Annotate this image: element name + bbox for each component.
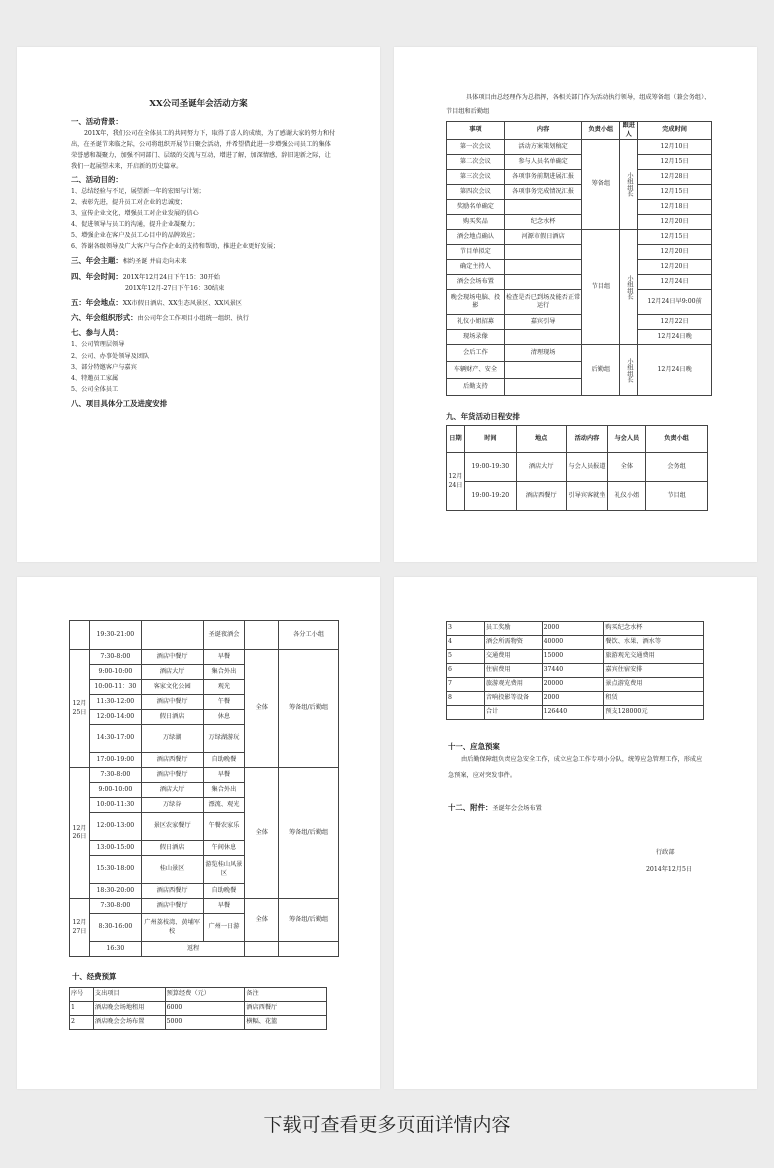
itinerary-activity: 早餐 <box>203 899 245 914</box>
task-content <box>504 362 582 379</box>
task-content <box>504 379 582 396</box>
itinerary-people <box>245 621 279 650</box>
itinerary-place: 桂山景区 <box>141 856 203 884</box>
budget-item: 酒店晚会场地租用 <box>93 1002 165 1016</box>
itinerary-group: 筹备组/后勤组 <box>279 768 339 899</box>
itinerary-activity: 观光 <box>203 680 245 695</box>
task-item: 后勤支持 <box>447 379 505 396</box>
section-2-item: 3、宣传企业文化，增强员工对企业发展的信心 <box>71 209 199 217</box>
budget-no <box>447 706 485 720</box>
budget-item: 酒店晚会会场布置 <box>93 1016 165 1030</box>
table-header: 事项 <box>447 122 505 140</box>
budget-no: 8 <box>447 692 485 706</box>
section-7-item: 1、公司管理层领导 <box>71 341 125 349</box>
section-8-heading: 八、项目具体分工及进度安排 <box>71 398 168 408</box>
itinerary-place: 酒店西餐厅 <box>141 884 203 899</box>
task-item: 节目单拟定 <box>447 245 505 260</box>
budget-note: 租赁 <box>604 692 704 706</box>
budget-no: 1 <box>70 1002 94 1016</box>
itinerary-activity: 集合外出 <box>203 665 245 680</box>
itinerary-table <box>69 620 339 957</box>
itinerary-activity: 早餐 <box>203 768 245 783</box>
section-2-item: 5、增强企业在客户及员工心目中的品牌效应； <box>71 232 199 240</box>
budget-amount: 126440 <box>542 706 604 720</box>
itinerary-time: 7:30-8:00 <box>89 768 141 783</box>
section-1-body: 201X年，我们公司在全体员工的共同努力下，取得了喜人的成绩，为了感谢大家的努力和付出，在圣诞节来临之际，公司将组织开展节日聚会活动，并希望借此进一步增强公司员工的集体荣誉感和凝聚力，加强不同部门、层级的交流与互动，增进了解，加深情感，辞旧迎新之际，让我们一起展望未来，开启新的历史篇章。 <box>71 130 336 171</box>
itinerary-people: 全体 <box>245 650 279 768</box>
itinerary-place: 假日酒店 <box>141 710 203 725</box>
signature-date: 2014年12月5日 <box>646 866 693 873</box>
section-7-item: 3、部分特邀客户与嘉宾 <box>71 363 137 371</box>
budget-no: 4 <box>447 636 485 650</box>
budget-note: 酒店西餐厅 <box>245 1002 327 1016</box>
group-name: 后勤组 <box>582 345 620 396</box>
budget-item: 交通费用 <box>484 650 542 664</box>
task-content <box>504 330 582 345</box>
budget-amount: 40000 <box>542 636 604 650</box>
task-deadline: 12月24日 <box>638 275 712 290</box>
event-schedule-table <box>446 425 708 511</box>
budget-note: 景点游览费用 <box>604 678 704 692</box>
section-7-heading: 七、参与人员： <box>71 328 123 338</box>
itinerary-time: 7:30-8:00 <box>89 899 141 914</box>
task-deadline: 12月24日晚 <box>638 330 712 345</box>
itinerary-date: 12月27日 <box>70 899 90 957</box>
section-5-heading: 五：年会地点： <box>71 297 123 307</box>
group-lead: 小组组长 <box>620 140 638 230</box>
itinerary-activity: 漂流、观光 <box>203 798 245 813</box>
itinerary-activity: 游览桂山风景区 <box>203 856 245 884</box>
task-deadline: 12月22日 <box>638 315 712 330</box>
task-deadline: 12月20日 <box>638 215 712 230</box>
itinerary-place <box>141 621 203 650</box>
table-header: 支出项目 <box>93 988 165 1002</box>
schedule-group: 会务组 <box>646 453 708 482</box>
itinerary-time: 12:00-13:00 <box>89 813 141 841</box>
section-4-heading: 四、年会时间： <box>71 271 123 281</box>
task-deadline: 12月28日 <box>638 170 712 185</box>
itinerary-time: 7:30-8:00 <box>89 650 141 665</box>
itinerary-place: 酒店中餐厅 <box>141 650 203 665</box>
page2-intro: 具体项目由总经理作为总指挥，各相关部门作为活动执行领导，组成筹备组（兼会务组）、节目组和后勤组 <box>446 94 711 115</box>
task-content <box>504 245 582 260</box>
itinerary-time: 9:00-10:00 <box>89 665 141 680</box>
section-6-text: 由公司年会工作项目小组统一组织、执行 <box>137 315 249 323</box>
budget-item: 合计 <box>484 706 542 720</box>
budget-note: 购买纪念水杯 <box>604 622 704 636</box>
task-content: 纪念水杯 <box>504 215 582 230</box>
section-11-body: 由后勤保障组负责应急安全工作，成立应急工作专项小分队，统筹应急管理工作，形成应急预案，应对突发事件。 <box>448 756 703 779</box>
document-page-1 <box>17 47 380 562</box>
section-12-heading: 十二、附件： <box>448 803 493 812</box>
task-deadline: 12月20日 <box>638 260 712 275</box>
section-2-heading: 二、活动目的： <box>71 174 123 184</box>
schedule-date: 12月24日 <box>447 453 465 511</box>
group-name: 筹备组 <box>582 140 620 230</box>
task-item: 奖励名单确定 <box>447 200 505 215</box>
itinerary-place: 酒店大厅 <box>141 783 203 798</box>
schedule-place: 酒店大厅 <box>516 453 566 482</box>
task-content: 活动方案策划稿定 <box>504 140 582 155</box>
itinerary-activity: 返程 <box>141 942 245 957</box>
itinerary-activity: 圣诞夜酒会 <box>203 621 245 650</box>
section-12-text: 圣诞年会会场布置 <box>492 805 542 812</box>
task-content: 嘉宾引导 <box>504 315 582 330</box>
task-deadline: 12月24日晚 <box>638 345 712 396</box>
table-header: 序号 <box>70 988 94 1002</box>
task-deadline: 12月15日 <box>638 230 712 245</box>
budget-item: 住宿费用 <box>484 664 542 678</box>
download-caption: 下载可查看更多页面详情内容 <box>263 1114 511 1136</box>
itinerary-time: 16:30 <box>89 942 141 957</box>
section-7-item: 5、公司全体员工 <box>71 385 119 393</box>
itinerary-place: 酒店中餐厅 <box>141 695 203 710</box>
itinerary-place: 酒店西餐厅 <box>141 753 203 768</box>
section-1-heading: 一、活动背景： <box>71 117 123 126</box>
section-2-item: 4、促进领导与员工的沟通，提升企业凝聚力； <box>71 221 199 229</box>
budget-note: 嘉宾住宿安排 <box>604 664 704 678</box>
section-4-line-1: 201X年12月24日下午15：30开始 <box>122 273 220 281</box>
task-deadline: 12月15日 <box>638 185 712 200</box>
itinerary-place: 万绿谷 <box>141 798 203 813</box>
budget-item: 旅游观光费用 <box>484 678 542 692</box>
task-content: 各项事务前期进展汇报 <box>504 170 582 185</box>
itinerary-people: 全体 <box>245 768 279 899</box>
task-item: 第一次会议 <box>447 140 505 155</box>
task-content <box>504 260 582 275</box>
task-deadline: 12月24日早9:00前 <box>638 290 712 315</box>
budget-amount: 15000 <box>542 650 604 664</box>
itinerary-place: 酒店大厅 <box>141 665 203 680</box>
table-header: 日期 <box>447 426 465 453</box>
budget-amount: 6000 <box>165 1002 245 1016</box>
table-header: 预算经费（元） <box>165 988 245 1002</box>
section-10-heading: 十、经费预算 <box>72 972 117 981</box>
table-header: 备注 <box>245 988 327 1002</box>
group-name: 节目组 <box>582 230 620 345</box>
signature-org: 行政部 <box>656 849 675 856</box>
budget-amount: 20000 <box>542 678 604 692</box>
budget-note: 横幅、花篮 <box>245 1016 327 1030</box>
task-item: 酒会地点确认 <box>447 230 505 245</box>
table-header: 跟进人 <box>620 122 638 140</box>
itinerary-date: 12月26日 <box>70 768 90 899</box>
itinerary-date: 12月25日 <box>70 650 90 768</box>
schedule-time: 19:00-19:30 <box>464 453 516 482</box>
table-header: 活动内容 <box>566 426 608 453</box>
task-content: 各项事务完成情况汇报 <box>504 185 582 200</box>
budget-item: 音响投影等设备 <box>484 692 542 706</box>
document-page-2 <box>394 47 757 562</box>
itinerary-time: 19:30-21:00 <box>89 621 141 650</box>
itinerary-time: 10:00-11:30 <box>89 798 141 813</box>
itinerary-time: 14:30-17:00 <box>89 725 141 753</box>
task-item: 现场录像 <box>447 330 505 345</box>
section-7-item: 4、特邀员工家属 <box>71 374 119 382</box>
task-item: 晚会现场电脑、投影 <box>447 290 505 315</box>
task-content: 参与人员名单确定 <box>504 155 582 170</box>
task-item: 第二次会议 <box>447 155 505 170</box>
schedule-activity: 引导宾客就坐 <box>566 482 608 511</box>
itinerary-activity: 休息 <box>203 710 245 725</box>
task-item: 礼仪小姐招募 <box>447 315 505 330</box>
budget-no: 7 <box>447 678 485 692</box>
itinerary-time: 12:00-14:00 <box>89 710 141 725</box>
group-lead: 小组组长 <box>620 230 638 345</box>
budget-item: 员工奖励 <box>484 622 542 636</box>
task-deadline: 12月20日 <box>638 245 712 260</box>
itinerary-place: 广州荔枝湾、黄埔军校 <box>141 914 203 942</box>
itinerary-activity: 午餐 <box>203 695 245 710</box>
itinerary-group: 各分工小组 <box>279 621 339 650</box>
itinerary-activity: 万绿湖游玩 <box>203 725 245 753</box>
section-11-heading: 十一、应急预案 <box>448 742 500 751</box>
task-deadline: 12月18日 <box>638 200 712 215</box>
itinerary-place: 假日酒店 <box>141 841 203 856</box>
itinerary-activity: 早餐 <box>203 650 245 665</box>
empty-cell <box>245 942 279 957</box>
section-2-item: 6、答谢各级领导及广大客户与合作企业的支持和帮助，推进企业更好发展； <box>71 243 280 251</box>
table-header: 时间 <box>464 426 516 453</box>
section-3-text: 相约圣诞 并肩走向未来 <box>122 258 187 266</box>
document-page-3 <box>17 577 380 1089</box>
budget-amount: 2000 <box>542 692 604 706</box>
budget-note: 旅游观光交通费用 <box>604 650 704 664</box>
schedule-activity: 与会人员报道 <box>566 453 608 482</box>
itinerary-time: 13:00-15:00 <box>89 841 141 856</box>
task-item: 第三次会议 <box>447 170 505 185</box>
itinerary-activity: 午餐农家乐 <box>203 813 245 841</box>
budget-table <box>69 987 327 1030</box>
table-header: 与会人员 <box>608 426 646 453</box>
itinerary-activity: 自助晚餐 <box>203 753 245 768</box>
table-header: 负责小组 <box>646 426 708 453</box>
schedule-group: 节目组 <box>646 482 708 511</box>
table-header: 内容 <box>504 122 582 140</box>
task-deadline: 12月10日 <box>638 140 712 155</box>
document-page-4 <box>394 577 757 1089</box>
task-schedule-table <box>446 121 712 396</box>
task-content: 检查是否已到场及能否正常运行 <box>504 290 582 315</box>
section-6-heading: 六、年会组织形式： <box>71 313 138 323</box>
section-2-item: 1、总结经验与不足，展望新一年的宏图与计划； <box>71 187 205 195</box>
itinerary-place: 景区农家餐厅 <box>141 813 203 841</box>
page1-content <box>71 111 337 410</box>
itinerary-group: 筹备组/后勤组 <box>279 650 339 768</box>
itinerary-time: 15:30-18:00 <box>89 856 141 884</box>
section-7-item: 2、公司、办事处领导及团队 <box>71 352 150 360</box>
empty-cell <box>279 942 339 957</box>
itinerary-time: 17:00-19:00 <box>89 753 141 768</box>
budget-note: 餐饮、水果、酒水等 <box>604 636 704 650</box>
table-header: 完成时间 <box>638 122 712 140</box>
table-header: 负责小组 <box>582 122 620 140</box>
itinerary-place: 客家文化公园 <box>141 680 203 695</box>
task-item: 购买奖品 <box>447 215 505 230</box>
task-deadline: 12月15日 <box>638 155 712 170</box>
budget-no: 2 <box>70 1016 94 1030</box>
budget-item: 酒会所需物资 <box>484 636 542 650</box>
schedule-place: 酒店西餐厅 <box>516 482 566 511</box>
task-item: 会后工作 <box>447 345 505 362</box>
itinerary-time: 10:00-11：30 <box>89 680 141 695</box>
itinerary-place: 酒店中餐厅 <box>141 899 203 914</box>
task-content: 河源市假日酒店 <box>504 230 582 245</box>
budget-no: 5 <box>447 650 485 664</box>
itinerary-activity: 自助晚餐 <box>203 884 245 899</box>
section-4-line-2: 201X年12月-27日下午16：30结束 <box>125 284 225 292</box>
task-content <box>504 275 582 290</box>
itinerary-time: 18:30-20:00 <box>89 884 141 899</box>
task-item: 确定主持人 <box>447 260 505 275</box>
itinerary-activity: 集合外出 <box>203 783 245 798</box>
task-item: 第四次会议 <box>447 185 505 200</box>
budget-amount: 5000 <box>165 1016 245 1030</box>
table-header: 地点 <box>516 426 566 453</box>
itinerary-place: 万绿湖 <box>141 725 203 753</box>
group-lead: 小组组长 <box>620 345 638 396</box>
schedule-time: 19:00-19:20 <box>464 482 516 511</box>
itinerary-place: 酒店中餐厅 <box>141 768 203 783</box>
task-item: 酒会会场布置 <box>447 275 505 290</box>
schedule-people: 全体 <box>608 453 646 482</box>
budget-amount: 2000 <box>542 622 604 636</box>
itinerary-activity: 广州一日游 <box>203 914 245 942</box>
section-3-heading: 三、年会主题： <box>71 256 123 266</box>
section-5-text: XX市假日酒店、XX生态风景区、XX风景区 <box>122 299 242 307</box>
itinerary-people: 全体 <box>245 899 279 942</box>
section-2-item: 2、表彰先进，提升员工对企业的忠诚度； <box>71 198 187 206</box>
document-title: XX公司圣诞年会活动方案 <box>149 99 248 109</box>
budget-no: 3 <box>447 622 485 636</box>
budget-amount: 37440 <box>542 664 604 678</box>
budget-no: 6 <box>447 664 485 678</box>
task-content: 清理现场 <box>504 345 582 362</box>
budget-note: 预支128000元 <box>604 706 704 720</box>
budget-table-continued <box>446 621 704 720</box>
itinerary-time: 8:30-16:00 <box>89 914 141 942</box>
task-item: 车辆财产、安全 <box>447 362 505 379</box>
itinerary-time: 9:00-10:00 <box>89 783 141 798</box>
itinerary-time: 11:30-12:00 <box>89 695 141 710</box>
itinerary-activity: 午间休息 <box>203 841 245 856</box>
empty-cell <box>70 621 90 650</box>
section-9-heading: 九、年货活动日程安排 <box>446 412 520 421</box>
itinerary-group: 筹备组/后勤组 <box>279 899 339 942</box>
schedule-people: 礼仪小姐 <box>608 482 646 511</box>
task-content <box>504 200 582 215</box>
